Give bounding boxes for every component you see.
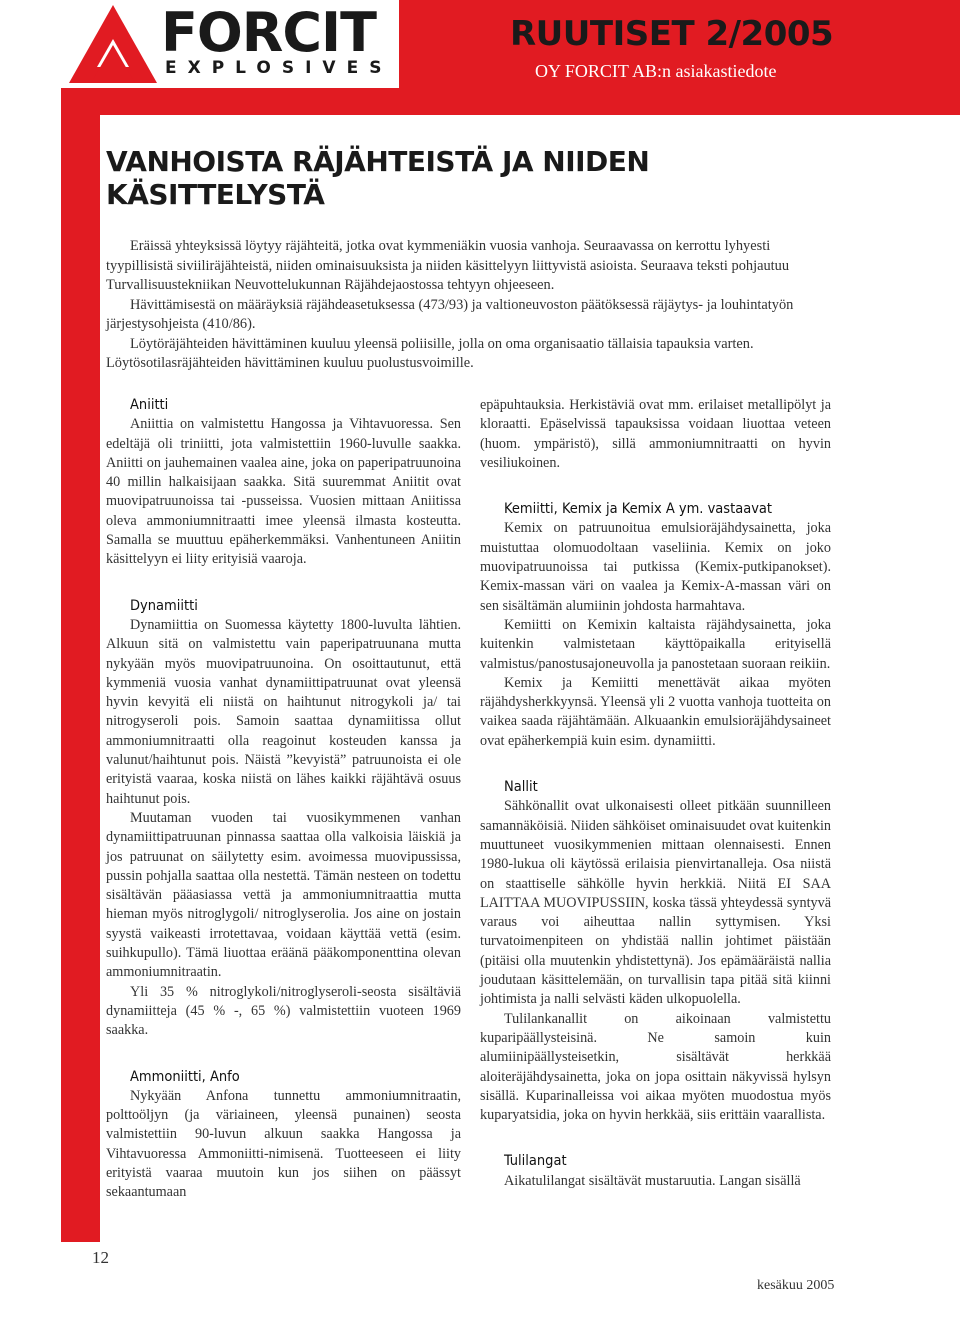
issue-title: RUUTISET 2/2005	[510, 14, 834, 54]
left-column	[106, 396, 461, 1203]
article-headline	[106, 145, 806, 211]
intro-paragraph: Hävittämisestä on määräyksiä räjähdeasetuksessa (473/93) ja valtioneuvoston päätöksessä räjäytys- ja louhintatyön järjestysohjeista (410/86).	[106, 296, 794, 332]
kemiitti-paragraph: Kemix ja Kemiitti menettävät aikaa myöten räjähdysherkkyynsä. Yleensä yli 2 vuotta vanhoja tuotteita on vaikea saada räjähtämään. Alkuaankin emulsioräjähdysaineet ovat epäherkempiä kuin esim. dynamiitti.	[480, 674, 831, 749]
section-heading-aniitti: Aniitti	[130, 397, 169, 413]
logo-subtitle: EXPLOSIVES	[165, 58, 393, 78]
nallit-paragraph: Sähkönallit ovat ulkonaisesti olleet pitkään suunnilleen samannäköisiä. Niiden sähköiset ominaisuudet ovat kuitenkin muuttuneet vuosikymmenien mittaan olennaisesti. Ennen 1980-lukua oli käytössä erilaisia pienvirtanalleja. Osa niistä on staattiselle sähkölle hyvin herkkiä. Niitä EI SAA LAITTAA MUOVIPUSSIIN, koska tässä yhteydessä syntyvä varaus voi aiheuttaa nallin syttymisen. Yksi turvatoimenpiteen on yhdistää nallin johtimet päistään (pitäisi olla muutenkin yhdistettynä). Jos epämääräistä nallia joudutaan käsittelemään, on turvallisin tapa pitää sitä kiinni johtimista ja nalli selvästi käden ulkopuolella.	[480, 798, 831, 1008]
intro-paragraph: Löytöräjähteiden hävittäminen kuuluu yleensä poliisille, jolla on oma organisaatio tällaisia tapauksia varten. Löytösotilasräjähteiden hävittäminen kuuluu puolustusvoimille.	[106, 335, 754, 371]
dynamiitti-paragraph: Dynamiittia on Suomessa käytetty 1800-luvulta lähtien. Alkuun sitä on valmistettu vain paperipatruunana mutta nykyään myös muovipatruunoina. On osoittautunut, että kymmeniä vuosia vanhat dynamiittipatruunat ovat yleensä hyvin kevyitä eli niistä on haihtunut nitrogykoli ja/ tai nitrogyseroli pois. Samoin saattaa dynamiitissa ollut ammoniumnitraatti olla reagoinut kosteuden kanssa ja valunut/haihtunut pois. Näistä ”kevyistä” patruunoista ei ole erityistä vaaraa, koska niistä on lähes kaikki räjähtävä osuus haihtunut pois.	[106, 616, 461, 807]
tulilangat-text: Aikatulilangat sisältävät mustaruutia. Langan sisällä	[504, 1172, 801, 1189]
dynamiitti-paragraph: Muutaman vuoden tai vuosikymmenen vanhan dynamiittipatruunan pinnassa saattaa olla valkoisia läiskiä ja jos patruunat on säilytetty esim. avoimessa muovipussissa, pussin pohjalla saattaa olla nestettä. Tämän nesteen on todettu sisältävän pääasiassa vettä ja ammoniumnitraattia mutta hieman myös nitroglygoli/ nitroglyserolia. Jos aine on jostain syystä vaikeasti irrotettavaa, voidaan käyttää vettä (esim. suihkupullo). Tämä liuottaa eräänä pääkomponenttina olevan ammoniumnitraatin.	[106, 809, 461, 981]
section-heading-nallit: Nallit	[504, 779, 538, 796]
section-heading-ammoniitti: Ammoniitti, Anfo	[130, 1068, 240, 1085]
forcit-triangle-logo-icon	[67, 3, 159, 85]
kemiitti-paragraph: Kemix on patruunoitua emulsioräjähdysainetta, joka muistuttaa olomuodoltaan vaseliinia. Kemix on joko muovipatruunoissa tai putkissa (Kemix-putkipanokset). Kemix-massan väri on vaalea ja Kemix-A-massan väri on sen sisältämän alumiinin johdosta harmahtava.	[480, 520, 831, 614]
headline-line-1: VANHOISTA RÄJÄHTEISTÄ JA NIIDEN	[106, 145, 650, 178]
forcit-logo	[61, 0, 399, 88]
article-intro	[106, 237, 836, 374]
page-number: 12	[92, 1248, 109, 1267]
dynamiitti-paragraph: Yli 35 % nitroglykoli/nitroglyseroli-seosta sisältäviä dynamiitteja (45 % -, 65 %) valmistettiin vuoteen 1969 saakka.	[106, 983, 461, 1039]
ammoniitti-text: Nykyään Anfona tunnettu ammoniumnitraatin, polttoöljyn (ja väriaineen, yleensä punainen) seosta valmistettiin 90-luvun alkuun saakka Hangossa ja Vihtavuoressa Ammoniitti-nimisenä. Tuotteeseen ei liity erityistä vaaraa muutoin kun jos siihen on päässyt sekaantumaan	[106, 1087, 461, 1201]
logo-word: FORCIT	[161, 1, 376, 64]
continued-text: epäpuhtauksia. Herkistäviä ovat mm. erilaiset metallipölyt ja kloraatti. Epäselvissä tapauksissa voidaan liuottaa veteen (huom. ympäristö), sillä ammoniumnitraatti on hyvin vesiliukoinen.	[480, 397, 831, 471]
issue-subtitle-band: OY FORCIT AB:n asiakastiedote	[510, 57, 850, 86]
aniitti-text: Aniittia on valmistettu Hangossa ja Vihtavuoressa. Sen edeltäjä oli triniitti, jota valmistettiin 1960-luvulle saakka. Aniitti on jauhemainen vaalea aine, joka on paperipatruunoina 40 millin halkaisijaan saakka. Sitä suuremmat Aniitit ovat muovipatruunoissa tai -pusseissa. Vuosien mittaan Aniitissa oleva ammoniumnitraatti imee yleensä ilmasta kosteutta. Samalla se muuttuu epäherkemmäksi. Vanhentuneen Aniitin käsittelyyn ei liity erityisiä vaaroja.	[106, 416, 461, 568]
section-heading-dynamiitti: Dynamiitti	[130, 597, 198, 614]
right-column	[480, 396, 831, 1191]
headline-line-2: KÄSITTELYSTÄ	[106, 178, 325, 211]
section-heading-kemiitti: Kemiitti, Kemix ja Kemix A ym. vastaavat	[504, 501, 773, 518]
footer-date: kesäkuu 2005	[757, 1278, 835, 1293]
kemiitti-paragraph: Kemiitti on Kemixin kaltaista räjähdysainetta, joka kuitenkin valmistetaan käyttöpaikalla erityisellä valmistus/panostusajoneuvolla ja panostetaan suoraan reikiin.	[480, 616, 831, 672]
nallit-paragraph: Tulilankanallit on aikoinaan valmistettu kuparipäällysteisinä. Ne samoin kuin alumiinipäällysteisetkin, sisältävät herkkää aloiteräjähdysainetta, joka on jopa osittain näkyvissä hylsyn sisällä. Kuparinalleissa voi aikaa myöten muodostua myös kuparyatsidia, joka on hyvin herkkää, siis erittäin vaarallista.	[480, 1010, 831, 1124]
section-heading-tulilangat: Tulilangat	[504, 1153, 567, 1170]
intro-paragraph: Eräissä yhteyksissä löytyy räjähteitä, jotka ovat kymmeniäkin vuosia vanhoja. Seuraavassa on kerrottu lyhyesti tyypillisistä siviiliräjähteistä, niiden ominaisuuksista ja niiden käsittelyyn liittyvistä asioista. Seuraava teksti pohjautuu Turvallisuustekniikan Neuvottelukunnan Räjähdejaostossa tehtyyn ohjeeseen.	[106, 238, 790, 293]
